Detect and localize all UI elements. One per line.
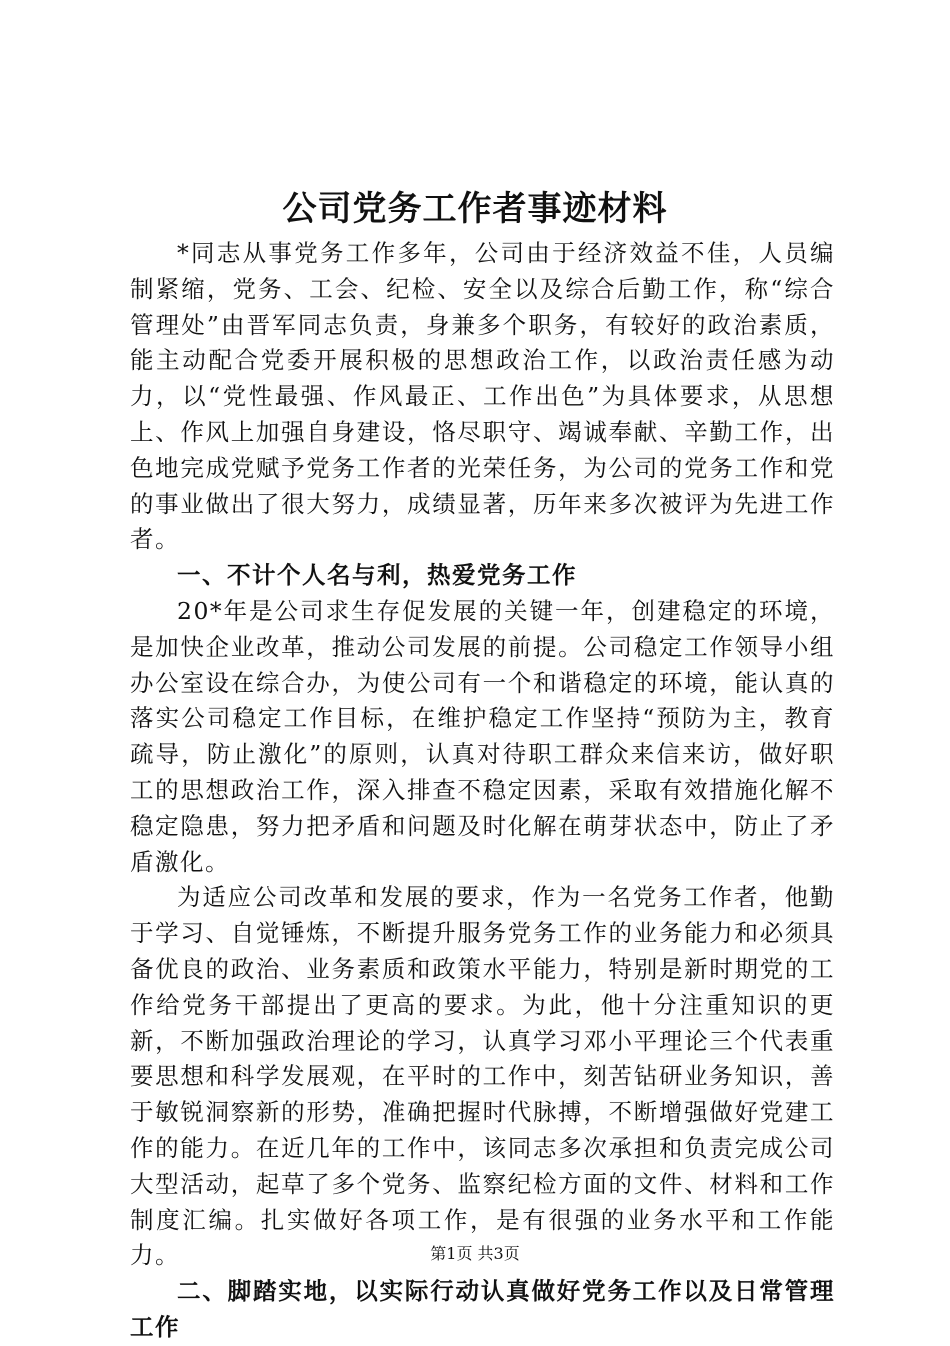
page-number-footer: 第1页 共3页 (430, 1244, 520, 1263)
body-paragraph: 20*年是公司求生存促发展的关键一年，创建稳定的环境，是加快企业改革，推动公司发展的前提。公司稳定工作领导小组办公室设在综合办，为使公司有一个和谐稳定的环境，能认真的落实公司稳定工作目标，在维护稳定工作坚持“预防为主，教育疏导，防止激化”的原则，认真对待职工群众来信来访，做好职工的思想政治工作，深入排查不稳定因素，采取有效措施化解不稳定隐患，努力把矛盾和问题及时化解在萌芽状态中，防止了矛盾激化。 (130, 596, 835, 876)
section-heading-2: 二、脚踏实地，以实际行动认真做好党务工作以及日常管理工作 (130, 1277, 835, 1341)
body-paragraph: 为适应公司改革和发展的要求，作为一名党务工作者，他勤于学习、自觉锤炼，不断提升服务党务工作的业务能力和必须具备优良的政治、业务素质和政策水平能力，特别是新时期党的工作给党务干部提出了更高的要求。为此，他十分注重知识的更新，不断加强政治理论的学习，认真学习邓小平理论三个代表重要思想和科学发展观，在平时的工作中，刻苦钻研业务知识，善于敏锐洞察新的形势，准确把握时代脉搏，不断增强做好党建工作的能力。在近几年的工作中，该同志多次承担和负责完成公司大型活动，起草了多个党务、监察纪检方面的文件、材料和工作制度汇编。扎实做好各项工作，是有很强的业务水平和工作能力。 (130, 883, 835, 1270)
section-heading-1: 一、不计个人名与利，热爱党务工作 (177, 561, 577, 590)
document-title: 公司党务工作者事迹材料 (282, 189, 668, 229)
intro-paragraph: *同志从事党务工作多年，公司由于经济效益不佳，人员编制紧缩，党务、工会、纪检、安全以及综合后勤工作，称“综合管理处”由晋军同志负责，身兼多个职务，有较好的政治素质，能主动配合党委开展积极的思想政治工作，以政治责任感为动力，以“党性最强、作风最正、工作出色”为具体要求，从思想上、作风上加强自身建设，恪尽职守、竭诚奉献、辛勤工作，出色地完成党赋予党务工作者的光荣任务，为公司的党务工作和党的事业做出了很大努力，成绩显著，历年来多次被评为先进工作者。 (130, 239, 835, 554)
document-body (130, 236, 835, 1346)
